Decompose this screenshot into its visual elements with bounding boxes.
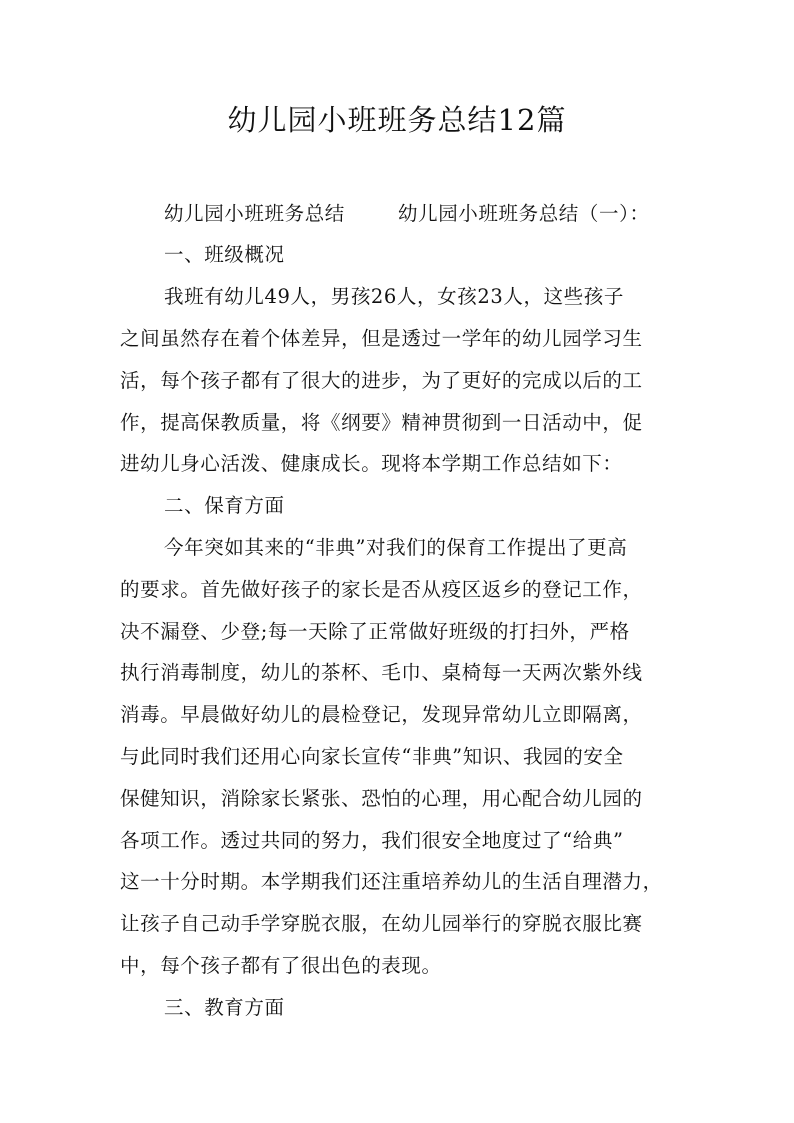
paragraph-line: 这一十分时期。本学期我们还注重培养幼儿的生活自理潜力， bbox=[120, 870, 663, 893]
paragraph-line: 保健知识，消除家长紧张、恐怕的心理，用心配合幼儿园的 bbox=[120, 787, 643, 810]
section-heading-education: 三、教育方面 bbox=[164, 996, 285, 1019]
paragraph-line: 进幼儿身心活泼、健康成长。现将本学期工作总结如下： bbox=[120, 452, 623, 475]
paragraph-line: 决不漏登、少登;每一天除了正常做好班级的打扫外，严格 bbox=[120, 620, 630, 643]
paragraph-line: 作，提高保教质量，将《纲要》精神贯彻到一日活动中，促 bbox=[120, 411, 643, 434]
paragraph-line: 与此同时我们还用心向家长宣传“非典”知识、我园的安全 bbox=[120, 745, 624, 768]
paragraph-line: 消毒。早晨做好幼儿的晨检登记，发现异常幼儿立即隔离， bbox=[120, 703, 643, 726]
document-title: 幼儿园小班班务总结12篇 bbox=[227, 103, 567, 137]
paragraph-line: 各项工作。透过共同的努力，我们很安全地度过了“给典” bbox=[120, 829, 624, 852]
paragraph-line: 活，每个孩子都有了很大的进步，为了更好的完成以后的工 bbox=[120, 369, 643, 392]
paragraph-line: 执行消毒制度，幼儿的茶杯、毛巾、桌椅每一天两次紫外线 bbox=[120, 661, 643, 684]
paragraph-line: 今年突如其来的“非典”对我们的保育工作提出了更高 bbox=[164, 536, 628, 559]
section-heading-care: 二、保育方面 bbox=[164, 494, 285, 517]
paragraph-line: 的要求。首先做好孩子的家长是否从疫区返乡的登记工作， bbox=[120, 578, 643, 601]
section-heading-class-overview: 一、班级概况 bbox=[164, 243, 285, 266]
paragraph-line: 之间虽然存在着个体差异，但是透过一学年的幼儿园学习生 bbox=[120, 327, 643, 350]
paragraph-line: 让孩子自己动手学穿脱衣服，在幼儿园举行的穿脱衣服比赛 bbox=[120, 912, 643, 935]
subtitle-left: 幼儿园小班班务总结 bbox=[164, 202, 345, 225]
subtitle-right: 幼儿园小班班务总结（一）： bbox=[398, 202, 650, 225]
paragraph-line: 中，每个孩子都有了很出色的表现。 bbox=[120, 954, 442, 977]
paragraph-line: 我班有幼儿49人，男孩26人，女孩23人，这些孩子 bbox=[164, 285, 624, 308]
